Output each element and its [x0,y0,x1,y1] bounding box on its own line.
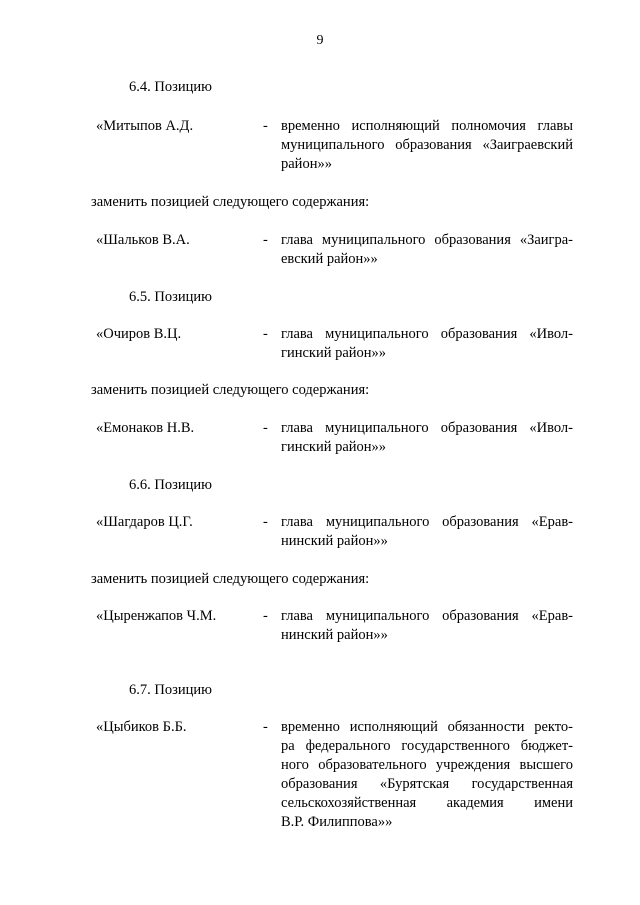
position-description [281,325,573,363]
replace-instruction: заменить позицией следующего содержания: [91,571,370,587]
page-number: 9 [316,33,324,48]
description-line: глава муниципального образования «Ерав- [281,514,573,530]
section-heading: 6.7. Позицию [129,682,212,698]
section-heading: 6.6. Позицию [129,477,212,493]
dash-separator: - [263,719,268,735]
position-description [281,117,573,174]
description-line: нинский район»» [281,627,388,643]
dash-separator: - [263,232,268,248]
position-description [281,513,573,551]
person-name: «Цыбиков Б.Б. [96,719,187,735]
description-line: муниципального образования «Заиграевский [281,137,573,153]
dash-separator: - [263,326,268,342]
description-line: гинский район»» [281,345,387,361]
replace-instruction: заменить позицией следующего содержания: [91,194,370,210]
dash-separator: - [263,514,268,530]
person-name: «Очиров В.Ц. [96,326,182,342]
description-line: нинский район»» [281,533,388,549]
section-heading: 6.4. Позицию [129,79,212,95]
person-name: «Емонаков Н.В. [96,420,195,436]
person-name: «Шальков В.А. [96,232,190,248]
description-line: глава муниципального образования «Заигра- [281,232,573,248]
section-heading: 6.5. Позицию [129,289,212,305]
position-description [281,607,573,645]
description-line: ного образовательного учреждения высшего [281,757,573,773]
position-description [281,718,573,832]
description-line: глава муниципального образования «Ерав- [281,608,573,624]
person-name: «Цыренжапов Ч.М. [96,608,217,624]
position-description [281,231,573,269]
person-name: «Митыпов А.Д. [96,118,194,134]
description-line: глава муниципального образования «Ивол- [281,420,573,436]
dash-separator: - [263,118,268,134]
description-line: временно исполняющий полномочия главы [281,118,573,134]
description-line: гинский район»» [281,439,387,455]
description-line: В.Р. Филиппова»» [281,814,393,830]
position-description [281,419,573,457]
description-line: глава муниципального образования «Ивол- [281,326,573,342]
dash-separator: - [263,608,268,624]
description-line: образования «Бурятская государственная [281,776,573,792]
description-line: евский район»» [281,251,378,267]
description-line: район»» [281,156,332,172]
description-line: временно исполняющий обязанности ректо- [281,719,573,735]
description-line: ра федерального государственного бюджет- [281,738,573,754]
description-line: сельскохозяйственная академия имени [281,795,573,811]
dash-separator: - [263,420,268,436]
person-name: «Шагдаров Ц.Г. [96,514,193,530]
replace-instruction: заменить позицией следующего содержания: [91,382,370,398]
